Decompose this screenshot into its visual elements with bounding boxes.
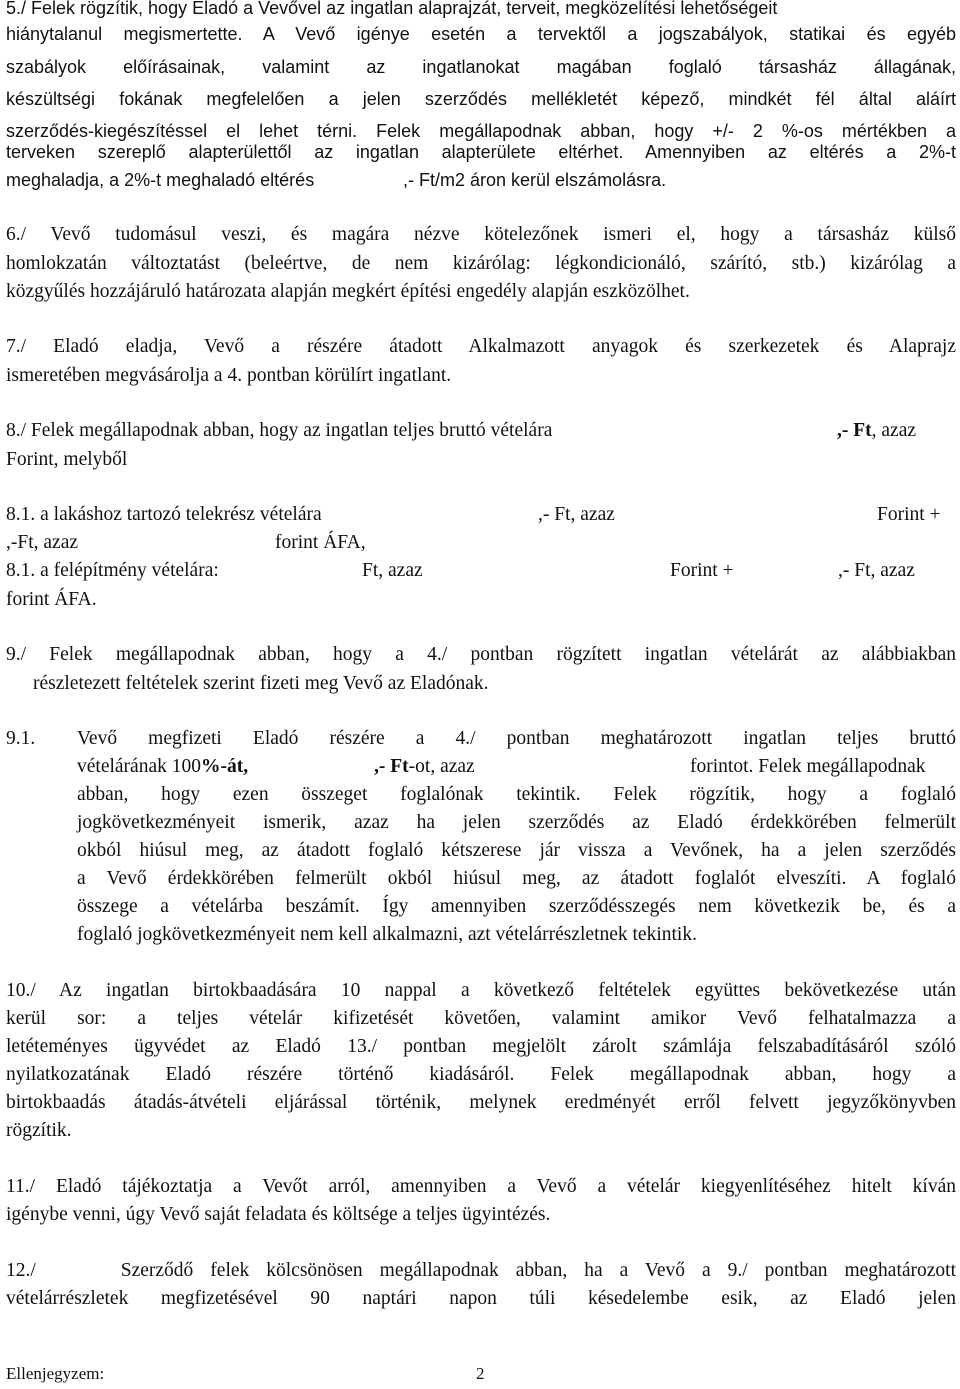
price-land-ft: ,- Ft, azaz <box>538 504 615 525</box>
paragraph-7-line-2: ismeretében megvásárolja a 4. pontban körülírt ingatlant. <box>6 365 452 386</box>
paragraph-8-line-1a: 8./ Felek megállapodnak abban, hogy az ingatlan teljes bruttó vételára <box>6 420 553 441</box>
price-land-vat: forint ÁFA, <box>275 532 366 553</box>
deposit-percent: %-át, <box>200 756 249 777</box>
paragraph-9-line-2: részletezett feltételek szerint fizeti meg Vevő az Eladónak. <box>33 673 489 694</box>
paragraph-6-line-2: homlokzatán változtatást (beleértve, de nem kizárólag: légkondicionáló, szárító, stb.) kizárólag a <box>6 253 956 274</box>
paragraph-10-line-1: 10./ Az ingatlan birtokbaadására 10 nappal a következő feltételek együttes bekövetkezése után <box>6 980 956 1001</box>
paragraph-8-price-ft: ,- Ft <box>837 420 872 441</box>
price-building-label: 8.1. a felépítmény vételára: <box>6 560 219 581</box>
paragraph-9-1-line-8: foglaló jogkövetkezményeit nem kell alkalmazni, azt vételárrészletnek tekintik. <box>77 924 697 945</box>
paragraph-8-price-azaz: , azaz <box>871 420 917 441</box>
paragraph-5-line-7b: ,- Ft/m2 áron kerül elszámolásra. <box>403 170 667 190</box>
price-land-forint: Forint + <box>877 504 941 525</box>
paragraph-5-line-1: 5./ Felek rögzítik, hogy Eladó a Vevővel az ingatlan alaprajzát, terveit, megközelítési lehetőségeit <box>6 0 778 18</box>
paragraph-9-1-number: 9.1. <box>6 728 36 749</box>
paragraph-6-line-3: közgyűlés hozzájáruló határozata alapján megkért építési engedély alapján eszközölhet. <box>6 281 690 302</box>
paragraph-11-line-2: igénybe venni, úgy Vevő saját feladata és költsége a teljes ügyintézés. <box>6 1204 551 1225</box>
paragraph-9-1-line-5: okból hiúsul meg, az átadott foglaló kétszerese jár vissza a Vevőnek, ha a jelen szerződés <box>77 840 956 861</box>
price-building-vat-ft: ,- Ft, azaz <box>838 560 915 581</box>
paragraph-5-line-3: szabályok előírásainak, valamint az ingatlanokat magában foglaló társasház állagának, <box>6 57 956 77</box>
price-building-vat: forint ÁFA. <box>6 589 97 610</box>
paragraph-11-line-1: 11./ Eladó tájékoztatja a Vevőt arról, amennyiben a Vevő a vételár kiegyenlítéséhez hitelt kíván <box>6 1176 956 1197</box>
price-building-forint: Forint + <box>670 560 734 581</box>
paragraph-7-line-1: 7./ Eladó eladja, Vevő a részére átadott Alkalmazott anyagok és szerkezetek és Alaprajz <box>6 336 956 357</box>
paragraph-5-line-2: hiánytalanul megismertette. A Vevő igénye esetén a tervektől a jogszabályok, statikai és egyéb <box>6 24 956 44</box>
deposit-label: vételárának 100 <box>77 756 201 777</box>
paragraph-5-line-5: szerződés-kiegészítéssel el lehet térni. Felek megállapodnak abban, hogy +/- 2 %-os mértékben a <box>6 121 956 141</box>
paragraph-9-1-line-7: összege a vételárba beszámít. Így amennyiben szerződésszegés nem következik be, és a <box>77 896 956 917</box>
paragraph-12-line-1: 12./ Szerződő felek kölcsönösen megállapodnak abban, ha a Vevő a 9./ pontban meghatározott <box>6 1260 956 1281</box>
deposit-azaz: -ot, azaz <box>408 756 475 777</box>
paragraph-9-1-line-1: Vevő megfizeti Eladó részére a 4./ pontban meghatározott ingatlan teljes bruttó <box>77 728 956 749</box>
paragraph-10-line-3: letéteményes ügyvédet az Eladó 13./ pontban megjelölt zárolt számlája felszabadításáról szóló <box>6 1036 956 1057</box>
footer-countersign-label: Ellenjegyzem: <box>6 1364 105 1383</box>
deposit-amount <box>374 755 475 779</box>
paragraph-6-line-1: 6./ Vevő tudomásul veszi, és magára nézve kötelezőnek ismeri el, hogy a társasház külső <box>6 224 956 245</box>
paragraph-5-line-4: készültségi fokának megfelelően a jelen szerződés mellékletét képező, mindkét fél által aláírt <box>6 89 956 109</box>
paragraph-9-1-line-2 <box>77 755 248 779</box>
paragraph-5-line-7a: meghaladja, a 2%-t meghaladó eltérés <box>6 170 315 190</box>
paragraph-9-1-line-4: jogkövetkezményeit ismerik, azaz ha jelen szerződés az Eladó érdekkörében felmerült <box>77 812 956 833</box>
paragraph-9-1-line-3: abban, hogy ezen összeget foglalónak tekintik. Felek rögzítik, hogy a foglaló <box>77 784 956 805</box>
paragraph-8-price <box>837 419 916 443</box>
price-land-vat-ft: ,-Ft, azaz <box>6 532 79 553</box>
paragraph-9-line-1: 9./ Felek megállapodnak abban, hogy a 4./ pontban rögzített ingatlan vételárát az alábbiakban <box>6 644 956 665</box>
paragraph-10-line-2: kerül sor: a teljes vételár kifizetését követően, valamint amikor Vevő felhatalmazza a <box>6 1008 956 1029</box>
paragraph-12-line-2: vételárrészletek megfizetésével 90 naptári napon túli késedelembe esik, az Eladó jelen <box>6 1288 956 1309</box>
price-building-ft: Ft, azaz <box>362 560 423 581</box>
paragraph-8-line-2: Forint, melyből <box>6 449 128 470</box>
deposit-forintot: forintot. Felek megállapodnak <box>690 756 926 777</box>
price-land-label: 8.1. a lakáshoz tartozó telekrész vételára <box>6 504 322 525</box>
paragraph-10-line-4: nyilatkozatának Eladó részére történő kiadásáról. Felek megállapodnak abban, hogy a <box>6 1064 956 1085</box>
paragraph-9-1-line-6: a Vevő érdekkörében felmerült okból hiúsul meg, az átadott foglalót elveszíti. A foglaló <box>77 868 956 889</box>
paragraph-10-line-6: rögzítik. <box>6 1120 72 1141</box>
deposit-ft: ,- Ft <box>374 756 409 777</box>
footer-page-number: 2 <box>476 1364 485 1383</box>
paragraph-10-line-5: birtokbaadás átadás-átvételi eljárással történik, melynek eredményét erről felvett jegyzőkönyvben <box>6 1092 956 1113</box>
paragraph-5-line-6: terveken szereplő alapterülettől az ingatlan alapterülete eltérhet. Amennyiben az eltérés a 2%-t <box>6 142 956 162</box>
